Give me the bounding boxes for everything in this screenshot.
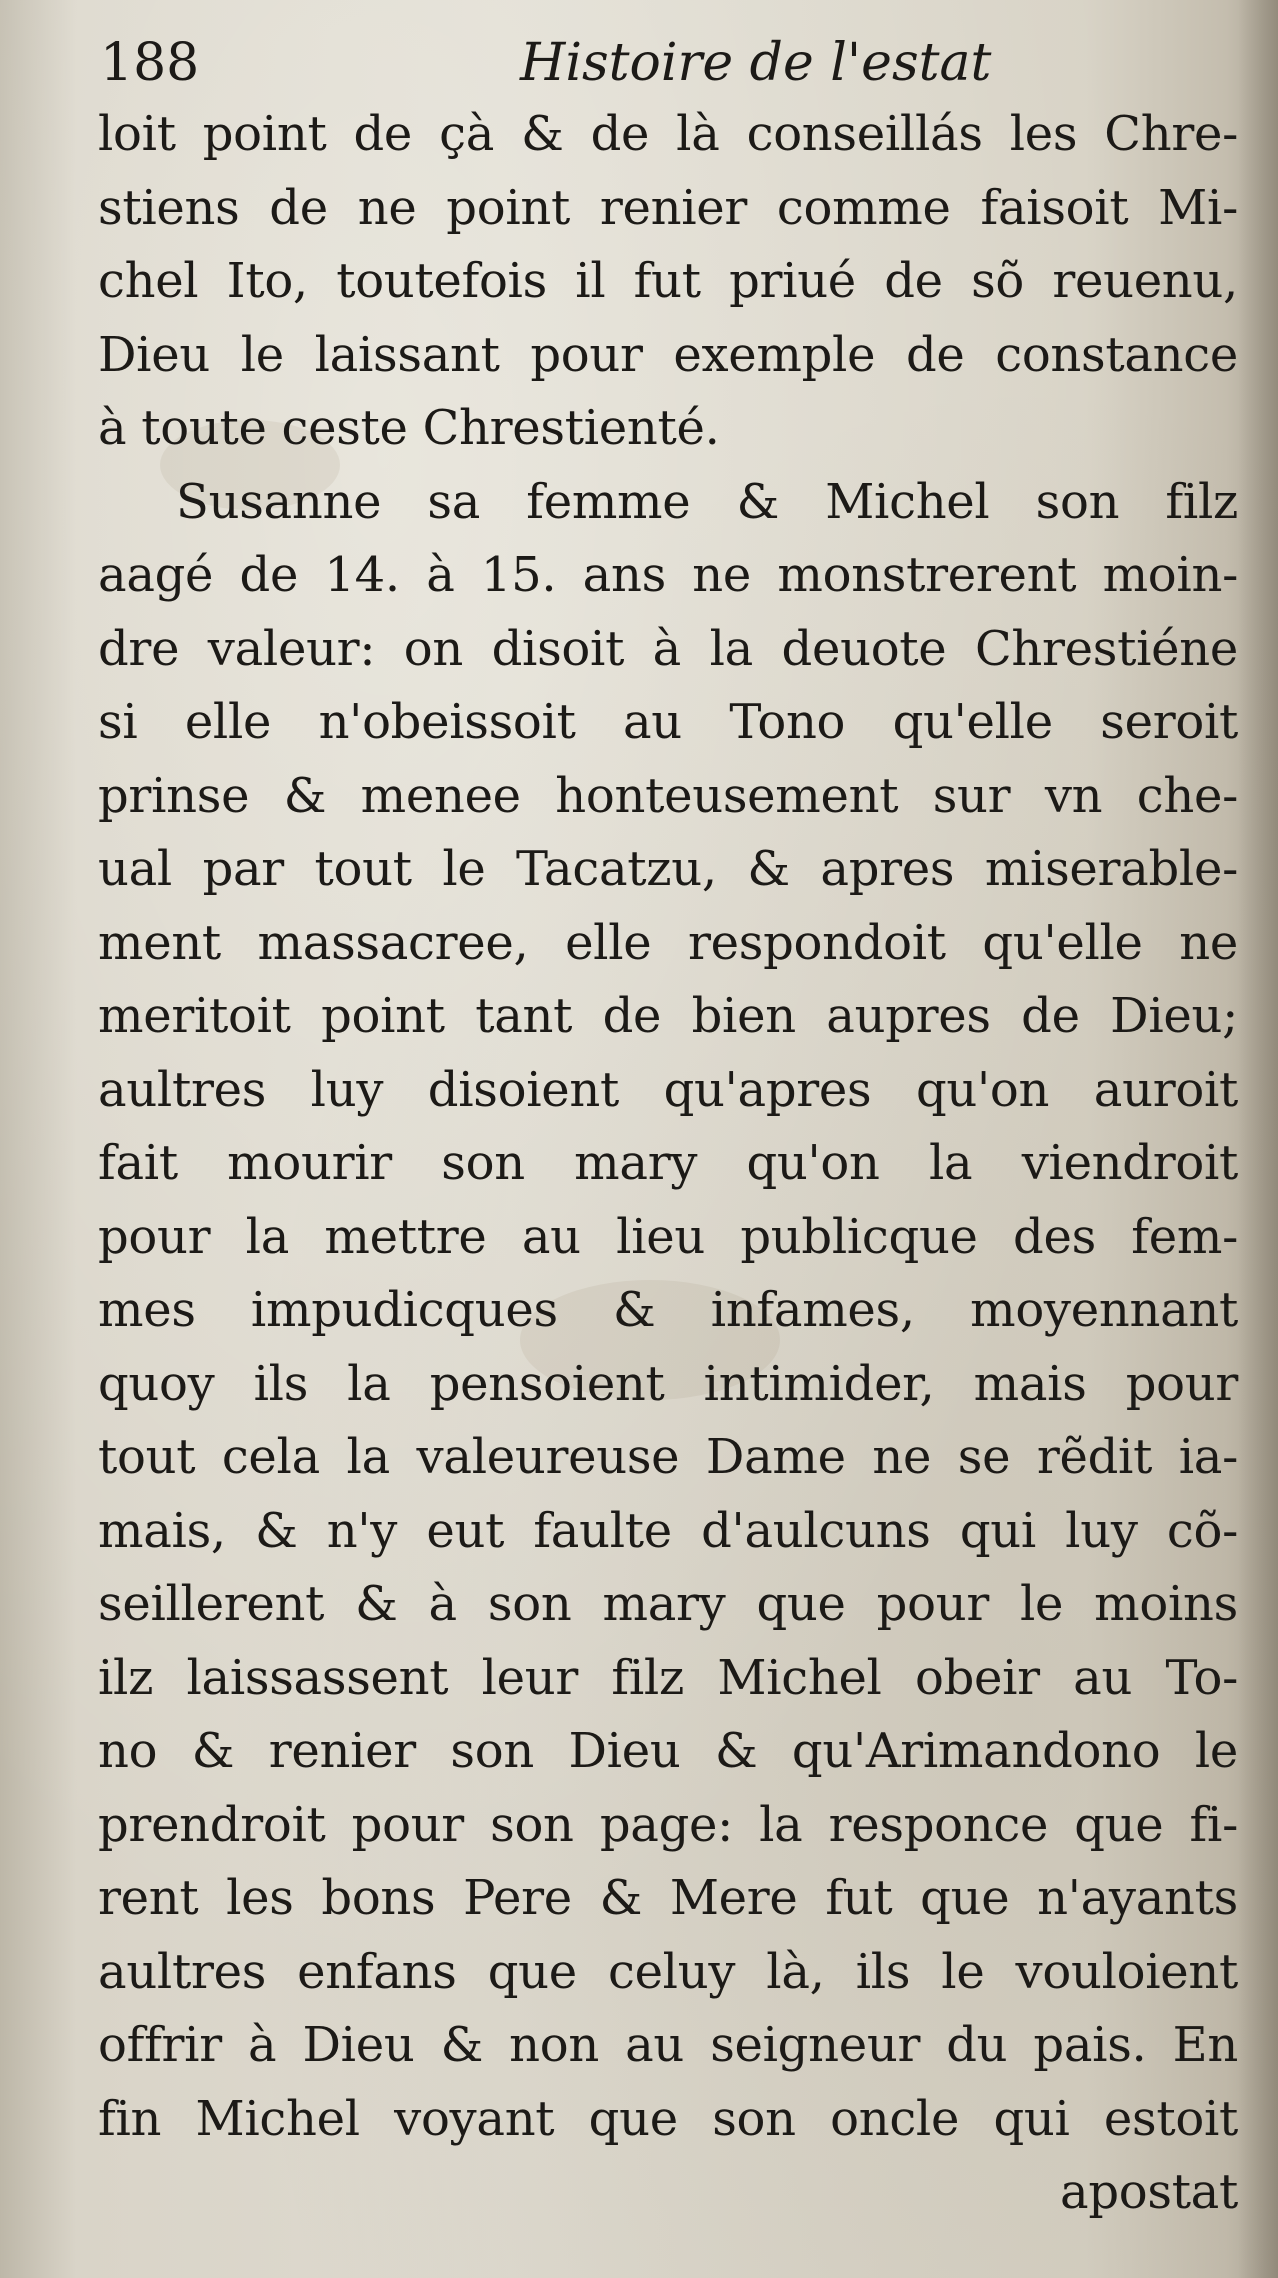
text-line: loit point de çà & de là conseillás les Chre- bbox=[98, 106, 1238, 162]
text-line: seillerent & à son mary que pour le moins bbox=[98, 1576, 1238, 1632]
catchword: apostat bbox=[1060, 2164, 1238, 2220]
text-line: prendroit pour son page: la responce que fi- bbox=[98, 1796, 1238, 1853]
text-line: pour la mettre au lieu publicque des fem- bbox=[98, 1208, 1238, 1265]
text-line: meritoit point tant de bien aupres de Dieu; bbox=[98, 988, 1238, 1044]
text-line: quoy ils la pensoient intimider, mais pour bbox=[98, 1355, 1238, 1412]
text-line: dre valeur: on disoit à la deuote Chrestiéne bbox=[98, 620, 1238, 677]
running-head: Histoire de l'estat bbox=[520, 33, 992, 93]
text-line: ment massacree, elle respondoit qu'elle ne bbox=[98, 914, 1238, 971]
text-line: Dieu le laissant pour exemple de constance bbox=[98, 326, 1238, 383]
text-line: aultres luy disoient qu'apres qu'on auroit bbox=[98, 1061, 1238, 1118]
text-line: offrir à Dieu & non au seigneur du pais. En bbox=[98, 2017, 1238, 2073]
text-block bbox=[98, 98, 1238, 2230]
text-line: à toute ceste Chrestienté. bbox=[98, 400, 720, 456]
text-line: chel Ito, toutefois il fut priué de sõ reuenu, bbox=[98, 253, 1238, 309]
text-line: tout cela la valeureuse Dame ne se rẽdit ia- bbox=[98, 1429, 1238, 1485]
text-line: Susanne sa femme & Michel son filz bbox=[176, 473, 1238, 530]
text-line: stiens de ne point renier comme faisoit Mi- bbox=[98, 179, 1238, 236]
text-line: prinse & menee honteusement sur vn che- bbox=[98, 767, 1238, 824]
text-line: aultres enfans que celuy là, ils le vouloient bbox=[98, 1943, 1238, 2000]
page-header bbox=[100, 28, 1240, 98]
page-number: 188 bbox=[100, 33, 200, 93]
text-line: aagé de 14. à 15. ans ne monstrerent moin- bbox=[98, 547, 1238, 603]
text-line: no & renier son Dieu & qu'Arimandono le bbox=[98, 1723, 1238, 1779]
text-line: mes impudicques & infames, moyennant bbox=[98, 1282, 1238, 1338]
text-line: fait mourir son mary qu'on la viendroit bbox=[98, 1135, 1238, 1191]
page-edge-shadow bbox=[1238, 0, 1278, 2278]
text-line: si elle n'obeissoit au Tono qu'elle seroit bbox=[98, 694, 1238, 750]
text-line: mais, & n'y eut faulte d'aulcuns qui luy cõ- bbox=[98, 1502, 1238, 1559]
text-line: ual par tout le Tacatzu, & apres miserable- bbox=[98, 841, 1238, 897]
text-line: rent les bons Pere & Mere fut que n'ayants bbox=[98, 1870, 1238, 1926]
text-line: ilz laissassent leur filz Michel obeir au To- bbox=[98, 1649, 1238, 1706]
text-line: fin Michel voyant que son oncle qui estoit bbox=[98, 2090, 1238, 2147]
